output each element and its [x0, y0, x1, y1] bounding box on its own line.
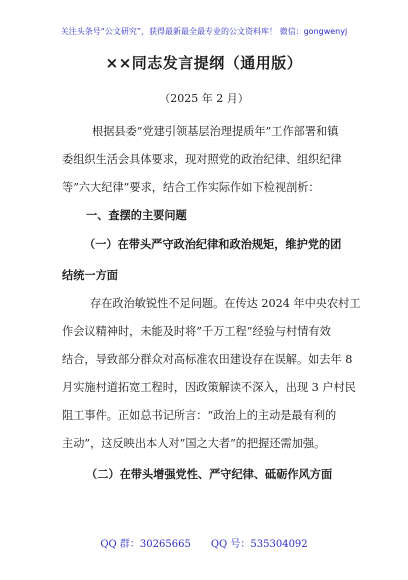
body-paragraph-line: 月实施村道拓宽工程时，因政策解读不深入，出现 3 户村民 [62, 381, 356, 394]
document-title: ××同志发言提纲（通用版） [105, 54, 303, 72]
body-paragraph-line: 存在政治敏锐性不足问题。在传达 2024 年中央农村工 [90, 297, 361, 310]
body-paragraph-line: 作会议精神时，未能及时将”千万工程”经验与村情有效 [62, 325, 331, 338]
body-paragraph-line: 结合，导致部分群众对高标准农田建设存在误解。如去年 8 [62, 353, 353, 366]
document-date: （2025 年 2 月） [159, 92, 249, 105]
body-paragraph-line: 主动”，这反映出本人对”国之大者”的把握还需加强。 [62, 437, 326, 450]
intro-paragraph-line: 根据县委”党建引领基层治理提质年”工作部署和镇 [92, 125, 339, 138]
intro-paragraph-line: 委组织生活会具体要求，现对照党的政治纪律、组织纪律 [62, 153, 342, 166]
header-banner: 关注头条号“公文研究”，获得最新最全最专业的公文资料库！ 微信：gongwenyj [60, 27, 348, 36]
body-paragraph-line: 阻工事件。正如总书记所言：“政治上的主动是最有利的 [62, 409, 337, 422]
subsection-heading-line: （一）在带头严守政治纪律和政治规矩，维护党的团 [84, 238, 342, 251]
intro-paragraph-line: 等”六大纪律”要求，结合工作实际作如下检视剖析： [62, 181, 320, 194]
section-heading: 一、查摆的主要问题 [86, 209, 187, 222]
subsection-heading-line: 结统一方面 [62, 269, 118, 282]
subsection-heading: （二）在带头增强党性、严守纪律、砥砺作风方面 [86, 468, 333, 481]
footer-contact: QQ 群：30265665 QQ 号：535304092 [100, 539, 308, 550]
